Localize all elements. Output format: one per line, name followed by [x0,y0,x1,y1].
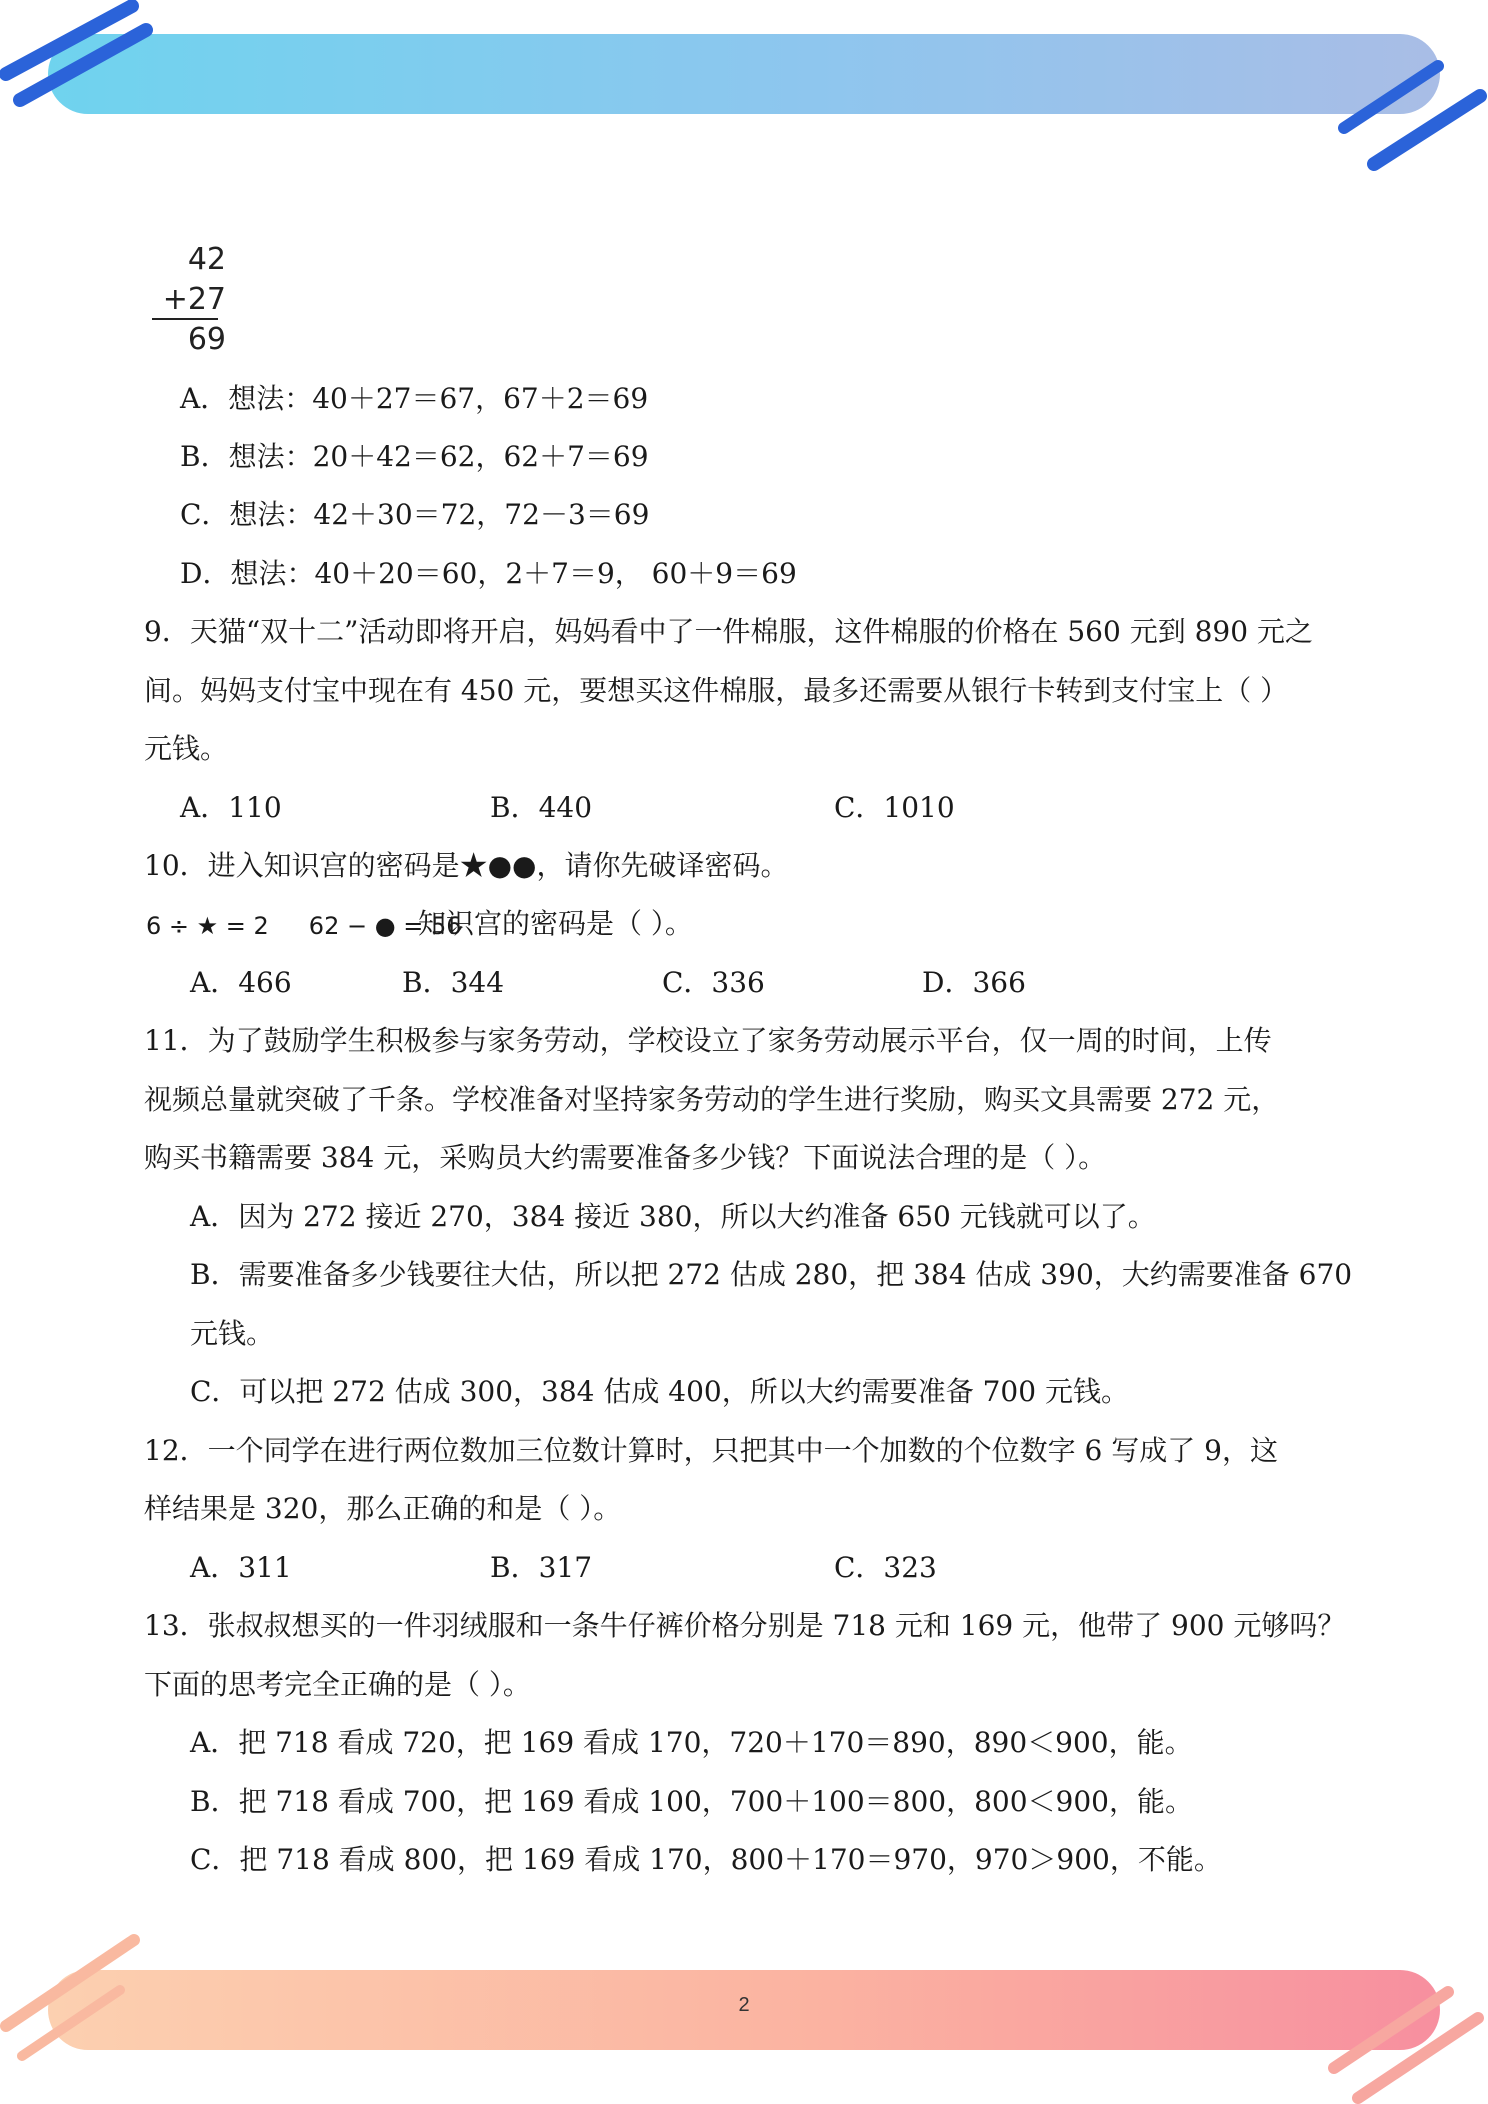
vertical-addend: +27 [162,282,226,317]
q11-option-a: A．因为 272 接近 270，384 接近 380，所以大约准备 650 元钱就可以了。 [190,1200,1156,1233]
q8-option-d: D．想法：40＋20＝60，2＋7＝9， 60＋9＝69 [180,557,797,590]
vertical-top-number: 42 [187,242,226,277]
q12-option-a: A．311 [190,1551,292,1584]
q10-equation-2: 62 − ● = 56 [308,912,462,940]
page-number: 2 [738,1994,750,2016]
q9-option-b: B．440 [490,791,593,824]
q9-option-a: A．110 [180,791,282,824]
q13-stem-line-2: 下面的思考完全正确的是（ ）。 [144,1668,531,1701]
q13-stem-line-1: 13．张叔叔想买的一件羽绒服和一条牛仔裤价格分别是 718 元和 169 元，他带了 900 元够吗？ [144,1609,1346,1642]
q13-option-a: A．把 718 看成 720，把 169 看成 170，720＋170＝890，890＜900，能。 [190,1726,1193,1759]
q9-stem-line-1: 9．天猫“双十二”活动即将开启，妈妈看中了一件棉服，这件棉服的价格在 560 元到 890 元之 [144,615,1313,648]
q12-stem-line-1: 12．一个同学在进行两位数加三位数计算时，只把其中一个加数的个位数字 6 写成了 9，这 [144,1434,1278,1467]
q9-stem-line-3: 元钱。 [144,732,229,765]
q8-option-c: C．想法：42＋30＝72，72－3＝69 [180,498,650,531]
q8-option-a: A．想法：40＋27＝67，67＋2＝69 [180,382,649,415]
vertical-addition [150,240,226,360]
q11-stem-line-1: 11．为了鼓励学生积极参与家务劳动，学校设立了家务劳动展示平台，仅一周的时间，上传 [144,1024,1272,1057]
q11-stem-line-3: 购买书籍需要 384 元，采购员大约需要准备多少钱？下面说法合理的是（ ）。 [144,1141,1107,1174]
q11-stem-line-2: 视频总量就突破了千条。学校准备对坚持家务劳动的学生进行奖励，购买文具需要 272 元， [144,1083,1280,1116]
q10-prompt: 知识宫的密码是（ ）。 [418,907,693,940]
q8-option-b: B．想法：20＋42＝62，62＋7＝69 [180,440,649,473]
q10-equations [146,907,462,945]
q10-equation-1: 6 ÷ ★ = 2 [146,912,269,940]
q10-option-b: B．344 [402,966,505,999]
q13-option-b: B．把 718 看成 700，把 169 看成 100，700＋100＝800，800＜900，能。 [190,1785,1193,1818]
q9-stem-line-2: 间。妈妈支付宝中现在有 450 元，要想买这件棉服，最多还需要从银行卡转到支付宝上（ ） [144,674,1289,707]
q12-option-c: C．323 [834,1551,937,1584]
q11-option-b: B．需要准备多少钱要往大估，所以把 272 估成 280，把 384 估成 390，大约需要准备 670 [190,1258,1353,1291]
q12-stem-line-2: 样结果是 320，那么正确的和是（ ）。 [144,1492,622,1525]
q12-option-b: B．317 [490,1551,593,1584]
vertical-rule [152,318,218,320]
q10-stem: 10．进入知识宫的密码是★●●，请你先破译密码。 [144,849,789,882]
q10-option-c: C．336 [662,966,765,999]
q9-option-c: C．1010 [834,791,955,824]
q10-option-a: A．466 [190,966,292,999]
vertical-result: 69 [187,322,226,357]
q11-option-b-cont: 元钱。 [190,1317,275,1350]
q10-option-d: D．366 [922,966,1026,999]
q13-option-c: C．把 718 看成 800，把 169 看成 170，800＋170＝970，970＞900，不能。 [190,1843,1222,1876]
q11-option-c: C．可以把 272 估成 300，384 估成 400，所以大约需要准备 700 元钱。 [190,1375,1129,1408]
